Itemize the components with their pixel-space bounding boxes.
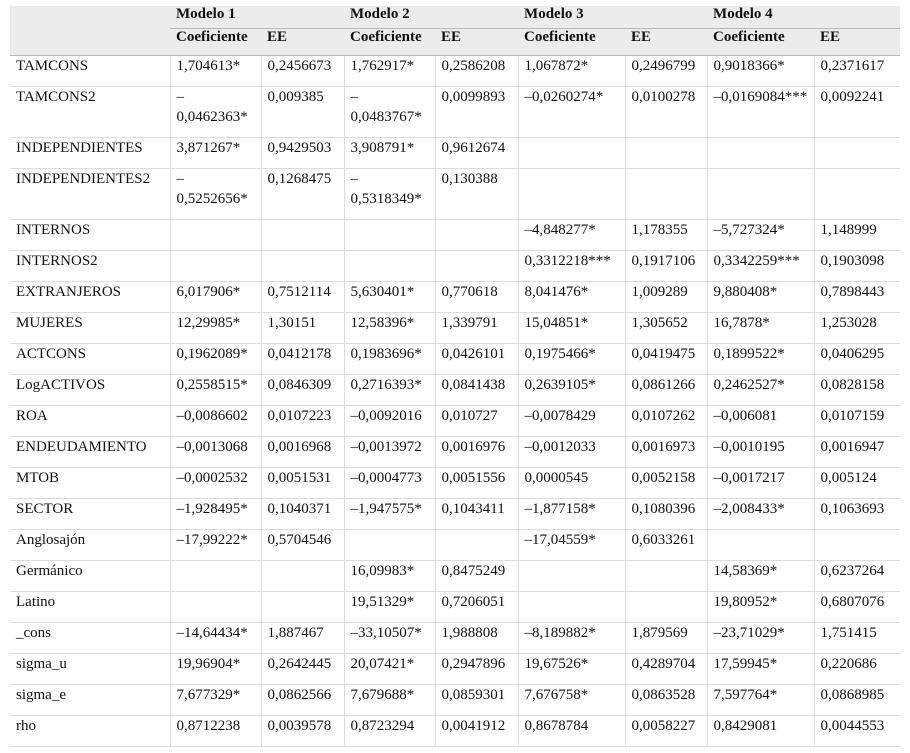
standard-error-cell: 1,887467: [261, 623, 344, 654]
coefficient-cell: [344, 530, 435, 561]
coefficient-cell: 9,880408*: [707, 282, 814, 313]
coefficient-cell: –17,04559*: [518, 530, 625, 561]
model-header-row: [10, 6, 900, 29]
coefficient-cell: [170, 220, 261, 251]
coefficient-cell: –0,006081: [707, 406, 814, 437]
table-body: [10, 56, 900, 747]
standard-error-cell: 0,770618: [435, 282, 518, 313]
standard-error-cell: 0,0016968: [261, 437, 344, 468]
coefficient-cell: –0,0462363*: [170, 87, 261, 138]
variable-name: MTOB: [10, 468, 170, 499]
standard-error-cell: 0,0092241: [814, 87, 900, 138]
column-header-row: [10, 29, 900, 56]
model-1-header: Modelo 1: [170, 6, 344, 29]
coefficient-cell: 0,3342259***: [707, 251, 814, 282]
standard-error-cell: [435, 220, 518, 251]
coefficient-cell: –23,71029*: [707, 623, 814, 654]
coefficient-cell: –0,0483767*: [344, 87, 435, 138]
standard-error-cell: 0,2947896: [435, 654, 518, 685]
coefficient-cell: [518, 592, 625, 623]
coefficient-cell: 1,762917*: [344, 56, 435, 87]
coefficient-cell: 7,677329*: [170, 685, 261, 716]
coefficient-cell: –0,0012033: [518, 437, 625, 468]
standard-error-cell: 0,0107223: [261, 406, 344, 437]
coefficient-cell: 0,8678784: [518, 716, 625, 747]
variable-name: MUJERES: [10, 313, 170, 344]
coefficient-cell: 0,8429081: [707, 716, 814, 747]
standard-error-cell: 0,0039578: [261, 716, 344, 747]
header-corner: [10, 6, 170, 29]
standard-error-cell: 0,2456673: [261, 56, 344, 87]
table-row: [10, 169, 900, 220]
standard-error-cell: 1,339791: [435, 313, 518, 344]
table-row: [10, 87, 900, 138]
standard-error-cell: 0,7512114: [261, 282, 344, 313]
standard-error-cell: 0,0051556: [435, 468, 518, 499]
standard-error-cell: [625, 169, 707, 220]
coefficient-cell: –0,0092016: [344, 406, 435, 437]
standard-error-cell: 0,009385: [261, 87, 344, 138]
standard-error-cell: 0,0841438: [435, 375, 518, 406]
coefficient-cell: –0,5252656*: [170, 169, 261, 220]
standard-error-cell: 0,9429503: [261, 138, 344, 169]
coefficient-cell: 0,9018366*: [707, 56, 814, 87]
standard-error-cell: 0,0016973: [625, 437, 707, 468]
coefficient-cell: –1,877158*: [518, 499, 625, 530]
coefficient-cell: 19,80952*: [707, 592, 814, 623]
coefficient-cell: 0,0000545: [518, 468, 625, 499]
standard-error-cell: 0,1080396: [625, 499, 707, 530]
table-row: [10, 251, 900, 282]
table-row: [10, 313, 900, 344]
coefficient-cell: –0,0013972: [344, 437, 435, 468]
standard-error-cell: 0,1268475: [261, 169, 344, 220]
table-row: [10, 561, 900, 592]
table-row: [10, 654, 900, 685]
standard-error-cell: 0,7206051: [435, 592, 518, 623]
standard-error-cell: 0,1917106: [625, 251, 707, 282]
coefficient-cell: 6,017906*: [170, 282, 261, 313]
standard-error-cell: 1,751415: [814, 623, 900, 654]
standard-error-cell: 1,253028: [814, 313, 900, 344]
standard-error-cell: [261, 561, 344, 592]
coefficient-cell: 19,51329*: [344, 592, 435, 623]
standard-error-cell: 0,8475249: [435, 561, 518, 592]
coefficient-cell: 12,58396*: [344, 313, 435, 344]
standard-error-cell: [435, 530, 518, 561]
standard-error-cell: 0,1063693: [814, 499, 900, 530]
variable-name: ACTCONS: [10, 344, 170, 375]
coefficient-cell: 7,597764*: [707, 685, 814, 716]
standard-error-cell: 0,4289704: [625, 654, 707, 685]
standard-error-cell: 1,305652: [625, 313, 707, 344]
coefficient-cell: [344, 251, 435, 282]
coefficient-cell: –33,10507*: [344, 623, 435, 654]
standard-error-cell: [261, 592, 344, 623]
coefficient-cell: 14,58369*: [707, 561, 814, 592]
coefficient-cell: 0,8712238: [170, 716, 261, 747]
coefficient-cell: 20,07421*: [344, 654, 435, 685]
coefficient-cell: –0,0078429: [518, 406, 625, 437]
standard-error-cell: 0,0859301: [435, 685, 518, 716]
table-row: [10, 375, 900, 406]
standard-error-cell: 0,0828158: [814, 375, 900, 406]
standard-error-cell: 1,988808: [435, 623, 518, 654]
coefficient-cell: 8,041476*: [518, 282, 625, 313]
coefficient-cell: 0,2639105*: [518, 375, 625, 406]
coefficient-cell: [170, 251, 261, 282]
standard-error-cell: [625, 592, 707, 623]
coefficient-cell: 0,1899522*: [707, 344, 814, 375]
standard-error-cell: 0,005124: [814, 468, 900, 499]
coefficient-cell: –0,5318349*: [344, 169, 435, 220]
coefficient-cell: –0,0002532: [170, 468, 261, 499]
variable-name: Anglosajón: [10, 530, 170, 561]
coefficient-cell: [170, 592, 261, 623]
coefficient-cell: 16,7878*: [707, 313, 814, 344]
standard-error-cell: 0,0412178: [261, 344, 344, 375]
table-row: [10, 344, 900, 375]
coefficient-cell: –0,0010195: [707, 437, 814, 468]
standard-error-cell: 0,0861266: [625, 375, 707, 406]
standard-error-cell: 0,0419475: [625, 344, 707, 375]
standard-error-cell: 0,0862566: [261, 685, 344, 716]
coefficient-cell: –8,189882*: [518, 623, 625, 654]
standard-error-cell: 0,130388: [435, 169, 518, 220]
coefficient-cell: [707, 169, 814, 220]
standard-error-cell: 0,2586208: [435, 56, 518, 87]
coefficient-cell: 1,704613*: [170, 56, 261, 87]
coefficient-cell: 0,2558515*: [170, 375, 261, 406]
coef-header: Coeficiente: [344, 29, 435, 56]
coefficient-cell: 0,1975466*: [518, 344, 625, 375]
coefficient-cell: –0,0169084***: [707, 87, 814, 138]
variable-name: TAMCONS2: [10, 87, 170, 138]
coefficient-cell: 7,676758*: [518, 685, 625, 716]
header-corner-sub: [10, 29, 170, 56]
coefficient-cell: 1,067872*: [518, 56, 625, 87]
variable-name: INTERNOS: [10, 220, 170, 251]
standard-error-cell: 0,0016947: [814, 437, 900, 468]
variable-name: TAMCONS: [10, 56, 170, 87]
table-row: [10, 623, 900, 654]
coefficient-cell: 19,96904*: [170, 654, 261, 685]
coefficient-cell: [707, 138, 814, 169]
variable-name: SECTOR: [10, 499, 170, 530]
coefficient-cell: 3,908791*: [344, 138, 435, 169]
coefficient-cell: –0,0013068: [170, 437, 261, 468]
table-row: [10, 220, 900, 251]
coefficient-cell: [518, 561, 625, 592]
standard-error-cell: 1,178355: [625, 220, 707, 251]
table-row: [10, 406, 900, 437]
model-2-header: Modelo 2: [344, 6, 518, 29]
coefficient-cell: 17,59945*: [707, 654, 814, 685]
variable-name: ENDEUDAMIENTO: [10, 437, 170, 468]
standard-error-cell: 0,6033261: [625, 530, 707, 561]
coefficient-cell: 0,2716393*: [344, 375, 435, 406]
coefficient-cell: –17,99222*: [170, 530, 261, 561]
se-header: EE: [261, 29, 344, 56]
coefficient-cell: [707, 530, 814, 561]
coefficient-cell: [344, 220, 435, 251]
standard-error-cell: 1,009289: [625, 282, 707, 313]
standard-error-cell: 0,1903098: [814, 251, 900, 282]
se-header: EE: [435, 29, 518, 56]
coefficient-cell: 3,871267*: [170, 138, 261, 169]
standard-error-cell: 0,0058227: [625, 716, 707, 747]
standard-error-cell: 0,1040371: [261, 499, 344, 530]
standard-error-cell: [625, 561, 707, 592]
variable-name: ROA: [10, 406, 170, 437]
coefficient-cell: –0,0004773: [344, 468, 435, 499]
table-row: [10, 716, 900, 747]
coefficient-cell: 12,29985*: [170, 313, 261, 344]
table-row: [10, 499, 900, 530]
standard-error-cell: 0,2496799: [625, 56, 707, 87]
standard-error-cell: 1,879569: [625, 623, 707, 654]
coefficient-cell: 5,630401*: [344, 282, 435, 313]
standard-error-cell: 0,0107159: [814, 406, 900, 437]
coefficient-cell: –0,0017217: [707, 468, 814, 499]
standard-error-cell: 0,0100278: [625, 87, 707, 138]
table-header: [10, 6, 900, 56]
variable-name: rho: [10, 716, 170, 747]
coefficient-cell: 0,1962089*: [170, 344, 261, 375]
regression-results-table: [10, 6, 900, 747]
table-row: [10, 437, 900, 468]
standard-error-cell: 0,0099893: [435, 87, 518, 138]
standard-error-cell: 0,010727: [435, 406, 518, 437]
coefficient-cell: –0,0260274*: [518, 87, 625, 138]
standard-error-cell: 0,0426101: [435, 344, 518, 375]
standard-error-cell: 0,0051531: [261, 468, 344, 499]
standard-error-cell: 0,5704546: [261, 530, 344, 561]
standard-error-cell: [625, 138, 707, 169]
coefficient-cell: 19,67526*: [518, 654, 625, 685]
coefficient-cell: [518, 138, 625, 169]
coefficient-cell: –1,947575*: [344, 499, 435, 530]
table-row: [10, 685, 900, 716]
coefficient-cell: –4,848277*: [518, 220, 625, 251]
coefficient-cell: [170, 561, 261, 592]
variable-name: sigma_e: [10, 685, 170, 716]
variable-name: LogACTIVOS: [10, 375, 170, 406]
table-row: [10, 138, 900, 169]
standard-error-cell: 0,0868985: [814, 685, 900, 716]
standard-error-cell: 1,148999: [814, 220, 900, 251]
standard-error-cell: [261, 220, 344, 251]
coefficient-cell: –14,64434*: [170, 623, 261, 654]
coefficient-cell: [518, 169, 625, 220]
table-row: [10, 282, 900, 313]
standard-error-cell: 0,220686: [814, 654, 900, 685]
coefficient-cell: 0,8723294: [344, 716, 435, 747]
coefficient-cell: 15,04851*: [518, 313, 625, 344]
coefficient-cell: –5,727324*: [707, 220, 814, 251]
standard-error-cell: 0,0846309: [261, 375, 344, 406]
coef-header: Coeficiente: [707, 29, 814, 56]
table-row: [10, 56, 900, 87]
standard-error-cell: 0,0044553: [814, 716, 900, 747]
variable-name: INTERNOS2: [10, 251, 170, 282]
standard-error-cell: [814, 530, 900, 561]
standard-error-cell: [261, 251, 344, 282]
standard-error-cell: 0,6237264: [814, 561, 900, 592]
standard-error-cell: 0,9612674: [435, 138, 518, 169]
se-header: EE: [814, 29, 900, 56]
standard-error-cell: 0,0107262: [625, 406, 707, 437]
standard-error-cell: 0,7898443: [814, 282, 900, 313]
standard-error-cell: 0,0406295: [814, 344, 900, 375]
coefficient-cell: 0,1983696*: [344, 344, 435, 375]
variable-name: Germánico: [10, 561, 170, 592]
standard-error-cell: 0,2642445: [261, 654, 344, 685]
model-3-header: Modelo 3: [518, 6, 707, 29]
standard-error-cell: 0,6807076: [814, 592, 900, 623]
coefficient-cell: –2,008433*: [707, 499, 814, 530]
coef-header: Coeficiente: [170, 29, 261, 56]
coefficient-cell: –0,0086602: [170, 406, 261, 437]
coefficient-cell: 0,3312218***: [518, 251, 625, 282]
model-4-header: Modelo 4: [707, 6, 900, 29]
table-row: [10, 592, 900, 623]
variable-name: INDEPENDIENTES2: [10, 169, 170, 220]
standard-error-cell: 0,0016976: [435, 437, 518, 468]
variable-name: sigma_u: [10, 654, 170, 685]
standard-error-cell: 0,0863528: [625, 685, 707, 716]
se-header: EE: [625, 29, 707, 56]
coefficient-cell: 16,09983*: [344, 561, 435, 592]
standard-error-cell: [814, 138, 900, 169]
table-row: [10, 468, 900, 499]
coefficient-cell: 0,2462527*: [707, 375, 814, 406]
standard-error-cell: [814, 169, 900, 220]
standard-error-cell: 0,0052158: [625, 468, 707, 499]
variable-name: INDEPENDIENTES: [10, 138, 170, 169]
standard-error-cell: 0,2371617: [814, 56, 900, 87]
table-row: [10, 530, 900, 561]
standard-error-cell: [435, 251, 518, 282]
variable-name: EXTRANJEROS: [10, 282, 170, 313]
standard-error-cell: 0,1043411: [435, 499, 518, 530]
variable-name: Latino: [10, 592, 170, 623]
coefficient-cell: –1,928495*: [170, 499, 261, 530]
standard-error-cell: 0,0041912: [435, 716, 518, 747]
coef-header: Coeficiente: [518, 29, 625, 56]
coefficient-cell: 7,679688*: [344, 685, 435, 716]
variable-name: _cons: [10, 623, 170, 654]
standard-error-cell: 1,30151: [261, 313, 344, 344]
